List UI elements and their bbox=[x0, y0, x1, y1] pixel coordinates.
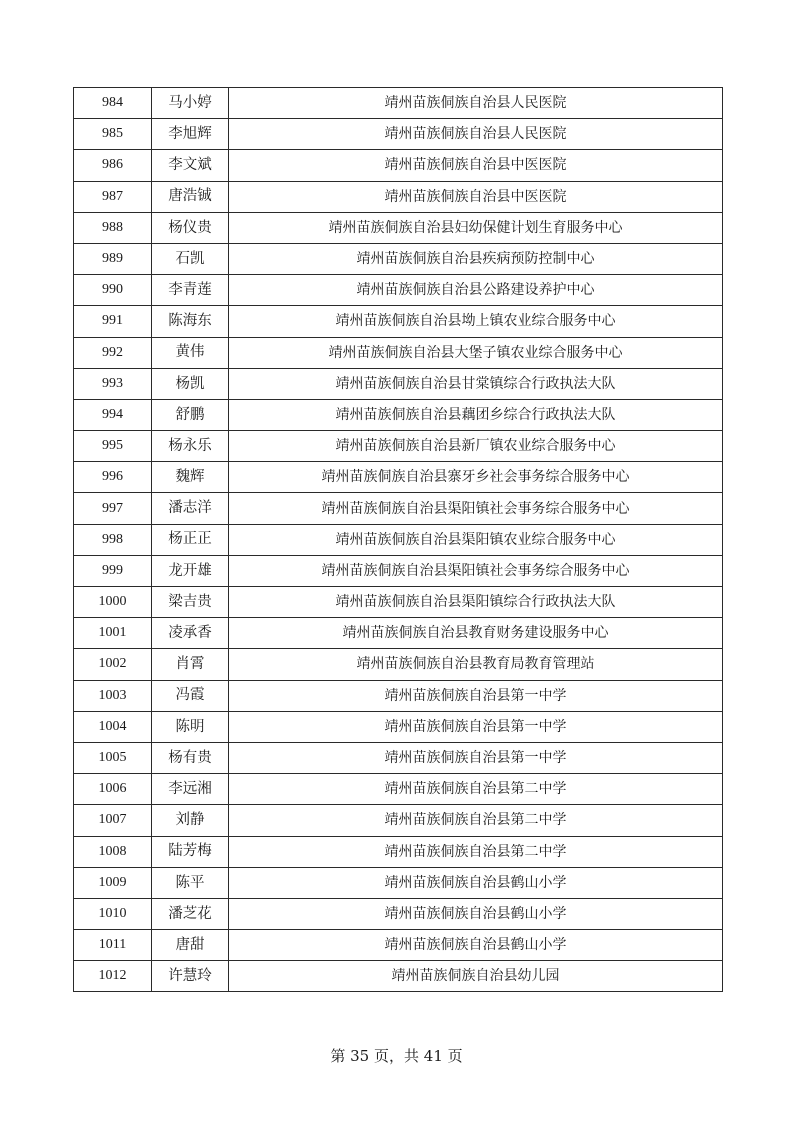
table-row bbox=[74, 399, 723, 430]
table-row bbox=[74, 275, 723, 306]
table-row bbox=[74, 930, 723, 961]
cell-serial-number: 1008 bbox=[74, 836, 152, 867]
cell-serial-number: 994 bbox=[74, 399, 152, 430]
cell-person-name: 舒鹏 bbox=[152, 399, 229, 430]
table-row bbox=[74, 805, 723, 836]
cell-serial-number: 1005 bbox=[74, 742, 152, 773]
cell-person-name: 李青莲 bbox=[152, 275, 229, 306]
footer-prefix: 第 bbox=[330, 1047, 346, 1065]
cell-serial-number: 985 bbox=[74, 119, 152, 150]
cell-work-unit: 靖州苗族侗族自治县第一中学 bbox=[229, 742, 723, 773]
cell-serial-number: 1009 bbox=[74, 867, 152, 898]
footer-total-pages: 41 bbox=[423, 1047, 443, 1065]
footer-mid: 页，共 bbox=[373, 1047, 419, 1065]
cell-work-unit: 靖州苗族侗族自治县大堡子镇农业综合服务中心 bbox=[229, 337, 723, 368]
cell-serial-number: 1000 bbox=[74, 587, 152, 618]
cell-work-unit: 靖州苗族侗族自治县渠阳镇综合行政执法大队 bbox=[229, 587, 723, 618]
table-row bbox=[74, 961, 723, 992]
table-row bbox=[74, 493, 723, 524]
cell-person-name: 杨有贵 bbox=[152, 742, 229, 773]
cell-work-unit: 靖州苗族侗族自治县公路建设养护中心 bbox=[229, 275, 723, 306]
cell-serial-number: 1006 bbox=[74, 774, 152, 805]
cell-serial-number: 999 bbox=[74, 555, 152, 586]
cell-work-unit: 靖州苗族侗族自治县新厂镇农业综合服务中心 bbox=[229, 431, 723, 462]
cell-serial-number: 996 bbox=[74, 462, 152, 493]
cell-serial-number: 1007 bbox=[74, 805, 152, 836]
cell-serial-number: 1004 bbox=[74, 711, 152, 742]
footer-current-page: 35 bbox=[350, 1047, 370, 1065]
cell-serial-number: 989 bbox=[74, 243, 152, 274]
cell-person-name: 黄伟 bbox=[152, 337, 229, 368]
table-row bbox=[74, 462, 723, 493]
cell-person-name: 凌承香 bbox=[152, 618, 229, 649]
cell-person-name: 杨永乐 bbox=[152, 431, 229, 462]
cell-work-unit: 靖州苗族侗族自治县教育财务建设服务中心 bbox=[229, 618, 723, 649]
cell-work-unit: 靖州苗族侗族自治县鹤山小学 bbox=[229, 867, 723, 898]
cell-work-unit: 靖州苗族侗族自治县疾病预防控制中心 bbox=[229, 243, 723, 274]
table-row bbox=[74, 774, 723, 805]
table-row bbox=[74, 119, 723, 150]
cell-work-unit: 靖州苗族侗族自治县渠阳镇农业综合服务中心 bbox=[229, 524, 723, 555]
cell-person-name: 龙开雄 bbox=[152, 555, 229, 586]
cell-person-name: 陈平 bbox=[152, 867, 229, 898]
cell-serial-number: 1011 bbox=[74, 930, 152, 961]
cell-work-unit: 靖州苗族侗族自治县鹤山小学 bbox=[229, 930, 723, 961]
cell-person-name: 马小婷 bbox=[152, 88, 229, 119]
table-row bbox=[74, 680, 723, 711]
cell-person-name: 杨仪贵 bbox=[152, 212, 229, 243]
cell-person-name: 杨凯 bbox=[152, 368, 229, 399]
cell-work-unit: 靖州苗族侗族自治县人民医院 bbox=[229, 88, 723, 119]
table-row bbox=[74, 649, 723, 680]
table-row bbox=[74, 711, 723, 742]
cell-serial-number: 991 bbox=[74, 306, 152, 337]
cell-work-unit: 靖州苗族侗族自治县幼儿园 bbox=[229, 961, 723, 992]
cell-work-unit: 靖州苗族侗族自治县教育局教育管理站 bbox=[229, 649, 723, 680]
cell-serial-number: 1002 bbox=[74, 649, 152, 680]
cell-serial-number: 987 bbox=[74, 181, 152, 212]
table-row bbox=[74, 368, 723, 399]
cell-serial-number: 986 bbox=[74, 150, 152, 181]
cell-serial-number: 1001 bbox=[74, 618, 152, 649]
cell-person-name: 陈海东 bbox=[152, 306, 229, 337]
cell-person-name: 李远湘 bbox=[152, 774, 229, 805]
table-row bbox=[74, 587, 723, 618]
cell-person-name: 冯霞 bbox=[152, 680, 229, 711]
cell-work-unit: 靖州苗族侗族自治县甘棠镇综合行政执法大队 bbox=[229, 368, 723, 399]
cell-person-name: 肖霄 bbox=[152, 649, 229, 680]
table-row bbox=[74, 243, 723, 274]
cell-person-name: 潘志洋 bbox=[152, 493, 229, 524]
cell-person-name: 李旭辉 bbox=[152, 119, 229, 150]
cell-work-unit: 靖州苗族侗族自治县第一中学 bbox=[229, 680, 723, 711]
cell-work-unit: 靖州苗族侗族自治县渠阳镇社会事务综合服务中心 bbox=[229, 493, 723, 524]
cell-work-unit: 靖州苗族侗族自治县鹤山小学 bbox=[229, 898, 723, 929]
table-row bbox=[74, 337, 723, 368]
footer-suffix: 页 bbox=[447, 1047, 463, 1065]
cell-person-name: 唐浩铖 bbox=[152, 181, 229, 212]
table-row bbox=[74, 150, 723, 181]
table-row bbox=[74, 306, 723, 337]
cell-work-unit: 靖州苗族侗族自治县中医医院 bbox=[229, 181, 723, 212]
cell-person-name: 唐甜 bbox=[152, 930, 229, 961]
cell-person-name: 杨正正 bbox=[152, 524, 229, 555]
cell-work-unit: 靖州苗族侗族自治县中医医院 bbox=[229, 150, 723, 181]
cell-person-name: 魏辉 bbox=[152, 462, 229, 493]
cell-serial-number: 990 bbox=[74, 275, 152, 306]
page-footer bbox=[0, 1045, 793, 1066]
cell-person-name: 刘静 bbox=[152, 805, 229, 836]
cell-serial-number: 1003 bbox=[74, 680, 152, 711]
cell-work-unit: 靖州苗族侗族自治县坳上镇农业综合服务中心 bbox=[229, 306, 723, 337]
cell-work-unit: 靖州苗族侗族自治县第一中学 bbox=[229, 711, 723, 742]
cell-serial-number: 992 bbox=[74, 337, 152, 368]
table-row bbox=[74, 88, 723, 119]
cell-person-name: 潘芝花 bbox=[152, 898, 229, 929]
cell-person-name: 陆芳梅 bbox=[152, 836, 229, 867]
cell-person-name: 李文斌 bbox=[152, 150, 229, 181]
roster-table bbox=[73, 87, 723, 992]
cell-serial-number: 997 bbox=[74, 493, 152, 524]
cell-serial-number: 998 bbox=[74, 524, 152, 555]
cell-work-unit: 靖州苗族侗族自治县渠阳镇社会事务综合服务中心 bbox=[229, 555, 723, 586]
table-row bbox=[74, 181, 723, 212]
table-row bbox=[74, 431, 723, 462]
table-row bbox=[74, 524, 723, 555]
cell-work-unit: 靖州苗族侗族自治县寨牙乡社会事务综合服务中心 bbox=[229, 462, 723, 493]
table-row bbox=[74, 742, 723, 773]
cell-person-name: 陈明 bbox=[152, 711, 229, 742]
table-row bbox=[74, 867, 723, 898]
cell-serial-number: 1010 bbox=[74, 898, 152, 929]
cell-person-name: 许慧玲 bbox=[152, 961, 229, 992]
cell-work-unit: 靖州苗族侗族自治县妇幼保健计划生育服务中心 bbox=[229, 212, 723, 243]
cell-work-unit: 靖州苗族侗族自治县第二中学 bbox=[229, 805, 723, 836]
cell-serial-number: 993 bbox=[74, 368, 152, 399]
table-row bbox=[74, 836, 723, 867]
table-row bbox=[74, 212, 723, 243]
cell-person-name: 石凯 bbox=[152, 243, 229, 274]
roster-table-body bbox=[74, 88, 723, 992]
cell-work-unit: 靖州苗族侗族自治县藕团乡综合行政执法大队 bbox=[229, 399, 723, 430]
table-row bbox=[74, 618, 723, 649]
cell-person-name: 梁吉贵 bbox=[152, 587, 229, 618]
cell-serial-number: 1012 bbox=[74, 961, 152, 992]
cell-serial-number: 988 bbox=[74, 212, 152, 243]
table-row bbox=[74, 898, 723, 929]
cell-serial-number: 984 bbox=[74, 88, 152, 119]
cell-serial-number: 995 bbox=[74, 431, 152, 462]
cell-work-unit: 靖州苗族侗族自治县第二中学 bbox=[229, 774, 723, 805]
cell-work-unit: 靖州苗族侗族自治县人民医院 bbox=[229, 119, 723, 150]
cell-work-unit: 靖州苗族侗族自治县第二中学 bbox=[229, 836, 723, 867]
table-row bbox=[74, 555, 723, 586]
